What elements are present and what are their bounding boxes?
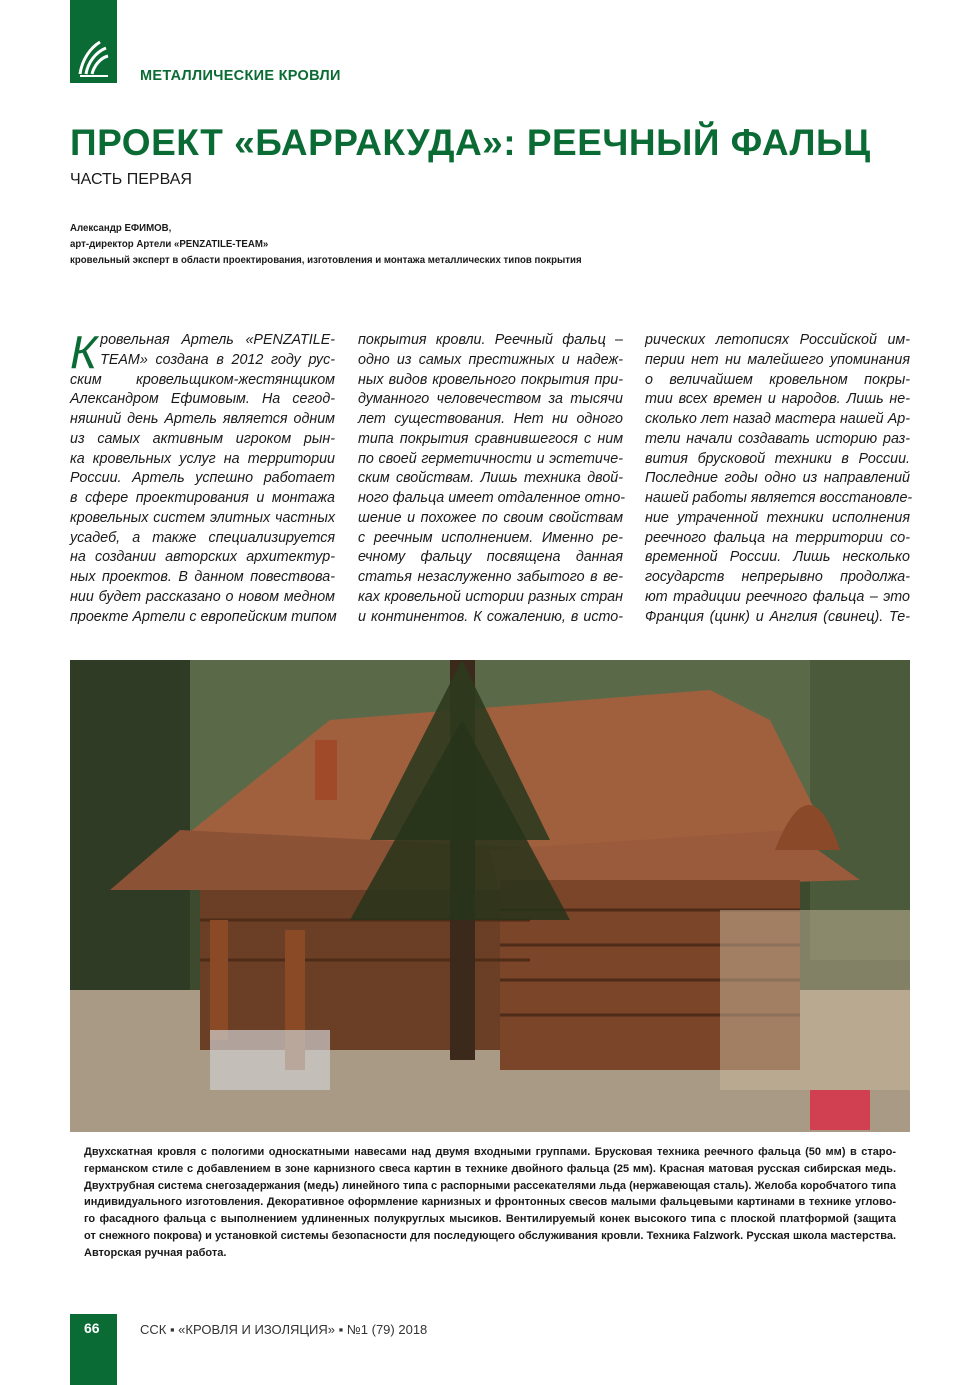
- text-line: сколько лет назад мастера нашей Ар-: [645, 411, 910, 427]
- text-line: с реечным исполнением. Именно ре-: [358, 529, 623, 546]
- author-block: [70, 220, 582, 268]
- text-line: ским свойствам. Лишь техника двой-: [358, 470, 623, 487]
- text-line: реечного фальца на территории со-: [645, 529, 910, 546]
- author-name: Александр ЕФИМОВ,: [70, 222, 172, 234]
- text-line: вития брусковой техники в России.: [645, 450, 910, 467]
- text-line: по своей герметичности и эстетиче-: [358, 450, 623, 467]
- text-line: перии нет ни малейшего упоминания: [645, 351, 910, 368]
- caption-line: го фасадного фальца с выполнением удлиненных полукруглых мысиков. Вентилируемый конек высокого типа с плоской платформой (защита: [84, 1213, 896, 1226]
- text-line: Франция (цинк) и Англия (свинец). Те-: [645, 608, 910, 625]
- text-line: рических летописях Российской им-: [645, 332, 910, 348]
- text-line: временной России. Лишь несколько: [645, 549, 910, 566]
- leaf-logo-icon: [76, 38, 110, 78]
- caption-line: Двухтрубная система снегозадержания (медь) линейного типа с распорными рассекателями льда (нержавеющая сталь). Желоба коробчатого типа: [84, 1179, 896, 1192]
- text-line: шение и похожее по своим свойствам: [358, 509, 623, 526]
- text-line: в сфере проектирования и монтажа: [70, 490, 335, 506]
- text-line: покрытия кровли. Реечный фальц –: [358, 332, 623, 348]
- text-line: ечному фальцу посвящена данная: [358, 549, 623, 566]
- caption-line: индивидуального изготовления. Декоративное оформление карнизных и фронтонных свесов малыми фальцевыми картинами в технике углово-: [84, 1196, 896, 1209]
- house-photo: [70, 660, 910, 1132]
- text-line: и континентов. К сожалению, в исто-: [358, 608, 623, 625]
- text-column-3: [645, 331, 913, 627]
- text-line: TEAM» создана в 2012 году рус-: [100, 351, 335, 368]
- text-line: няшний день Артель является одним: [70, 411, 335, 427]
- author-expertise: кровельный эксперт в области проектирования, изготовления и монтажа металлических типов покрытия: [70, 254, 582, 266]
- text-line: на создании авторских архитектур-: [70, 549, 335, 566]
- text-line: тии всех времен и народов. Лишь не-: [645, 391, 910, 408]
- text-line: государств непрерывно продолжа-: [645, 569, 910, 585]
- page-number: 66: [84, 1320, 100, 1336]
- caption-line: Двухскатная кровля с пологими односкатными навесами над двумя входными группами. Брусковая техника реечного фальца (50 мм) в старо-: [84, 1146, 896, 1158]
- text-column-2: [358, 331, 626, 627]
- drop-cap: К: [70, 326, 98, 378]
- text-line: проекте Артели с европейским типом: [70, 608, 337, 625]
- text-line: ют традиции реечного фальца – это: [645, 588, 910, 605]
- photo-caption: [84, 1144, 896, 1262]
- text-line: о величайшем кровельном покры-: [645, 371, 910, 388]
- text-line: ка кровельных услуг на территории: [70, 450, 335, 467]
- text-line: ровельная Артель «PENZATILE-: [100, 332, 335, 348]
- text-line: России. Артель успешно работает: [70, 470, 335, 487]
- text-line: думанного человечеством за тысячи: [358, 391, 623, 408]
- caption-line: Авторская ручная работа.: [84, 1246, 227, 1259]
- text-line: нашей работы является восстановле-: [645, 490, 913, 506]
- text-line: лет существования. Нет ни одного: [358, 411, 623, 427]
- text-column-1: [70, 326, 337, 627]
- publication-footer: ССК ▪ «КРОВЛЯ И ИЗОЛЯЦИЯ» ▪ №1 (79) 2018: [140, 1322, 428, 1337]
- text-line: кровельных систем элитных частных: [70, 509, 335, 526]
- text-line: ским кровельщиком-жестянщиком: [70, 371, 335, 388]
- text-line: нии будет рассказано о новом медном: [70, 588, 335, 605]
- article-title: ПРОЕКТ «БАРРАКУДА»: РЕЕЧНЫЙ ФАЛЬЦ: [70, 122, 871, 163]
- text-line: Последние годы одно из направлений: [645, 470, 910, 487]
- text-line: усадеб, а также специализируется: [70, 529, 335, 546]
- caption-line: от снежного покрова) и установкой системы безопасности для последующего обслуживания кровли. Техника Falzwork. Русская школа мастерства.: [84, 1229, 896, 1242]
- text-line: ных проектов. В данном повествова-: [70, 569, 335, 585]
- text-line: тели начали создавать историю раз-: [645, 430, 910, 447]
- text-line: ного фальца имеет отдаленное отно-: [358, 490, 626, 506]
- text-line: Александром Ефимовым. На сегод-: [70, 391, 335, 408]
- section-label: МЕТАЛЛИЧЕСКИЕ КРОВЛИ: [140, 68, 341, 84]
- text-line: из самых активным игроком рын-: [70, 430, 335, 447]
- logo: [70, 0, 117, 83]
- text-line: ных видов кровельного покрытия при-: [358, 371, 623, 388]
- text-line: ние утраченной техники исполнения: [645, 509, 910, 526]
- column-1-lines: [70, 326, 337, 627]
- author-role: арт-директор Артели «PENZATILE-TEAM»: [70, 238, 269, 250]
- text-line: типа покрытия сравнившегося с ним: [358, 430, 623, 447]
- article-subtitle: ЧАСТЬ ПЕРВАЯ: [70, 171, 192, 188]
- text-line: статья незаслуженно забытого в ве-: [358, 569, 623, 585]
- text-line: ках кровельной истории разных стран: [358, 588, 623, 605]
- caption-line: германском стиле с добавлением в зоне карнизного свеса картин в технике двойного фальца (25 мм). Красная матовая русская сибирская медь.: [84, 1162, 896, 1175]
- text-line: одно из самых престижных и надеж-: [358, 351, 623, 368]
